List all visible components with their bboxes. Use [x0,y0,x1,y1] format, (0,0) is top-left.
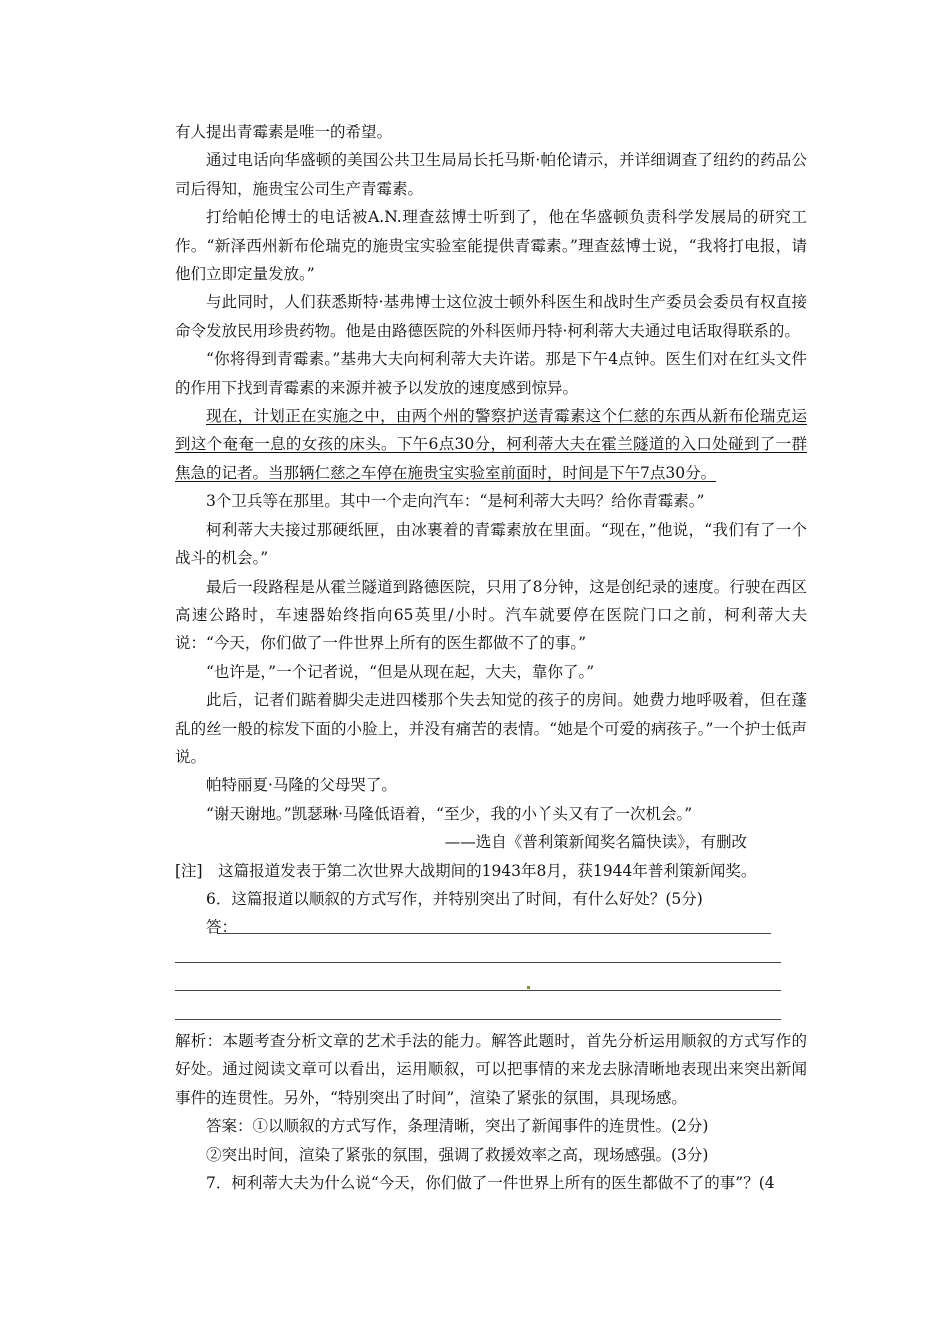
article-body [175,118,807,1197]
paragraph-10: “也许是，”一个记者说，“但是从现在起，大夫，靠你了。” [206,662,595,681]
answer-line-1 [175,913,807,941]
analysis: 解析：本题考查分析文章的艺术手法的能力。解答此题时，首先分析运用顺叙的方式写作的好处。通过阅读文章可以看出，运用顺叙，可以把事情的来龙去脉清晰地表现出来突出新闻事件的连贯性。另外，“特别突出了时间”，渲染了紧张的氛围，具现场感。 [175,1031,807,1107]
paragraph-5: “你将得到青霉素。”基弗大夫向柯利蒂大夫许诺。那是下午4点钟。医生们对在红头文件的作用下找到青霉素的来源并被予以发放的速度感到惊异。 [175,350,807,397]
paragraph-8: 柯利蒂大夫接过那硬纸匣，由冰裹着的青霉素放在里面。“现在，”他说，“我们有了一个战斗的机会。” [175,520,807,568]
paragraph-4: 与此同时，人们获悉斯特·基弗博士这位波士顿外科医生和战时生产委员会委员有权直接命令发放民用珍贵药物。他是由路德医院的外科医师丹特·柯利蒂大夫通过电话取得联系的。 [175,293,807,340]
answer-rule [175,990,781,991]
question-6: 6．这篇报道以顺叙的方式写作，并特别突出了时间，有什么好处？(5分) [206,889,703,908]
paragraph-7: 3个卫兵等在那里。其中一个走向汽车：“是柯利蒂大夫吗？给你青霉素。” [206,492,705,511]
question-7: 7．柯利蒂大夫为什么说“今天，你们做了一件世界上所有的医生都做不了的事”？(4 [206,1173,775,1192]
paragraph-2: 通过电话向华盛顿的美国公共卫生局局长托马斯·帕伦请示，并详细调查了纽约的药品公司后得知，施贵宝公司生产青霉素。 [175,151,807,198]
ink-dot [527,986,530,989]
answer-rule [175,1019,781,1020]
answer-line-4 [175,999,807,1027]
answer-rule [217,933,771,934]
answer-part-1: 答案：①以顺叙的方式写作，条理清晰，突出了新闻事件的连贯性。(2分) [206,1117,709,1136]
source-citation: ——选自《普利策新闻奖名篇快读》，有删改 [444,833,747,852]
paragraph-13: “谢天谢地。”凯瑟琳·马隆低语着，“至少，我的小丫头又有了一次机会。” [206,804,693,823]
paragraph-11: 此后，记者们踮着脚尖走进四楼那个失去知觉的孩子的房间。她费力地呼吸着，但在蓬乱的丝一般的棕发下面的小脸上，并没有痛苦的表情。“她是个可爱的病孩子。”一个护士低声说。 [175,691,807,766]
paragraph-1: 有人提出青霉素是唯一的希望。 [175,123,393,141]
answer-line-3 [175,970,807,998]
answer-part-2: ②突出时间，渲染了紧张的氛围，强调了救援效率之高，现场感强。(3分) [206,1145,709,1164]
paragraph-12: 帕特丽夏·马隆的父母哭了。 [206,776,397,795]
answer-line-2 [175,942,807,970]
footnote: [注] 这篇报道发表于第二次世界大战期间的1943年8月，获1944年普利策新闻奖。 [175,861,757,880]
underlined-paragraph: 现在，计划正在实施之中，由两个州的警察护送青霉素这个仁慈的东西从新布伦瑞克运到这个奄奄一息的女孩的床头。下午6点30分，柯利蒂大夫在霍兰隧道的入口处碰到了一群焦急的记者。当那辆仁慈之车停在施贵宝实验室前面时，时间是下午7点30分。 [175,407,807,482]
paragraph-9: 最后一段路程是从霍兰隧道到路德医院，只用了8分钟，这是创纪录的速度。行驶在西区高速公路时，车速器始终指向65英里/小时。汽车就要停在医院门口之前，柯利蒂大夫说：“今天，你们做了一件世界上所有的医生都做不了的事。” [175,577,807,653]
paragraph-3: 打给帕伦博士的电话被A.N.理查兹博士听到了，他在华盛顿负责科学发展局的研究工作。“新泽西州新布伦瑞克的施贵宝实验室能提供青霉素。”理查兹博士说，“我将打电报，请他们立即定量发放。” [175,208,807,284]
answer-label: 答： [206,918,238,937]
answer-rule [175,962,781,963]
